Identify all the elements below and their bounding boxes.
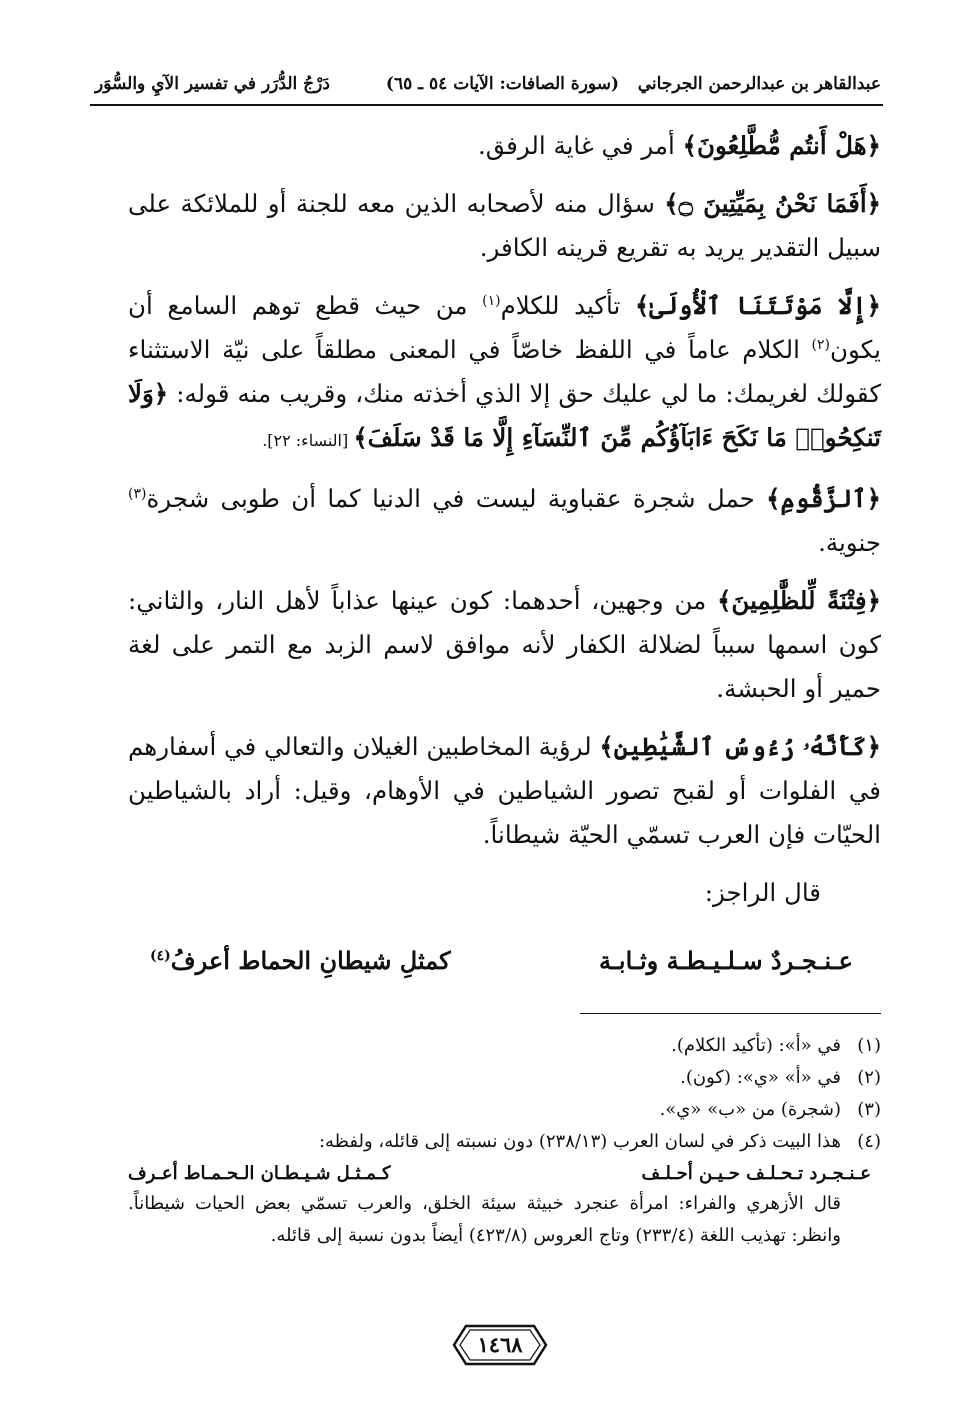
footnote-text: (شجرة) من «ب» «ي». xyxy=(659,1099,841,1120)
footnote-ref: (٣) xyxy=(128,485,147,502)
paragraph-4 xyxy=(128,477,881,565)
footnote-hemistich-2: كـمـثـل شـيـطـان الـحـمـاط أعـرف xyxy=(128,1163,391,1184)
commentary-text: من وجهين، أحدهما: كون عينها عذاباً لأهل النار، والثاني: كون اسمها سبباً لضلالة الكفار لأنه موافق لاسم الزبد مع التمر على لغة حمير أو الحبشة. xyxy=(128,586,881,703)
quran-quote: ﴿إِلَّا مَوْتَتَنَا ٱلْأُولَىٰ﴾ xyxy=(634,291,881,320)
poem-hemistich-2: كمثلِ شيطانِ الحماط أعرفُ xyxy=(170,946,451,975)
commentary-text: جنوية. xyxy=(818,528,881,557)
footnote-number: (١) xyxy=(857,1035,881,1056)
quran-quote: ﴿كَأَنَّهُۥ رُءُوسُ ٱلشَّيَٰطِينِ﴾ xyxy=(599,732,881,761)
header-book-title: دَرْجُ الدُّرَر في تفسير الآيِ والسُّوَر xyxy=(95,74,330,94)
commentary-text: سؤال منه لأصحابه الذين معه للجنة أو للملائكة على سبيل التقدير يريد به تقريع قرينه الكافر. xyxy=(128,189,881,262)
footnote-4 xyxy=(128,1126,881,1158)
header-surah: (سورة الصافات: الآيات ٥٤ ـ ٦٥) xyxy=(385,74,619,94)
page-number-badge xyxy=(452,1322,548,1368)
footnote-poem xyxy=(128,1158,881,1188)
poem-hemistich-1: عـنـجـردٌ سـلـيـطـة وثـابـة xyxy=(599,946,853,975)
poem-hemistich-2-wrap xyxy=(150,946,451,975)
footnote-text: هذا البيت ذكر في لسان العرب (٢٣٨/١٣) دون نسبته إلى قائله، ولفظه: xyxy=(318,1131,841,1152)
footnote-hemistich-1: عـنـجـرد تـحـلـف حـيـن أحـلـف xyxy=(641,1163,871,1184)
footnote-ref: (٢) xyxy=(811,336,830,353)
footnotes xyxy=(128,1030,881,1252)
paragraph-2 xyxy=(128,182,881,270)
commentary-text: تأكيد للكلام xyxy=(500,291,635,320)
commentary-text: الكلام عاماً في اللفظ خاصّاً في المعنى مطلقاً على نيّة الاستثناء كقولك لغريمك: ما لي عليك حق إلا الذي أخذته منك، وقريب منه قوله: xyxy=(128,335,881,408)
quran-quote: ﴿فِتْنَةً لِّلظَّٰلِمِينَ﴾ xyxy=(717,586,882,615)
header-divider xyxy=(90,104,883,106)
paragraph-5 xyxy=(128,579,881,711)
commentary-text: حمل شجرة عقباوية ليست في الدنيا كما أن طوبى شجرة xyxy=(146,484,767,513)
footnote-text: في «أ»: (تأكيد الكلام). xyxy=(671,1035,841,1056)
poet-intro xyxy=(128,871,881,915)
footnote-text: في «أ» «ي»: (كون). xyxy=(680,1067,841,1088)
verse-reference: [النساء: ٢٢]. xyxy=(262,431,354,450)
page-number: ١٤٦٨ xyxy=(477,1332,523,1357)
quran-quote: ﴿هَلْ أَنتُم مُّطَّلِعُونَ﴾ xyxy=(682,131,881,160)
footnote-1 xyxy=(128,1030,881,1062)
commentary-text: قال الراجز: xyxy=(704,878,821,907)
footnote-number: (٣) xyxy=(857,1099,881,1120)
footnote-number: (٤) xyxy=(857,1131,881,1152)
paragraph-3 xyxy=(128,284,881,463)
commentary-text: من حيث قطع توهم السامع أن يكون xyxy=(128,291,881,364)
footnote-divider xyxy=(580,1013,881,1014)
footnote-3 xyxy=(128,1094,881,1126)
paragraph-6 xyxy=(128,725,881,857)
poem-verse xyxy=(150,940,853,984)
header-author: عبدالقاهر بن عبدالرحمن الجرجاني xyxy=(637,74,881,94)
footnote-4-continuation: قال الأزهري والفراء: امرأة عنجرد خبيثة سيئة الخلق، والعرب تسمّي بعض الحيات شيطاناً. وانظر: تهذيب اللغة (٢٣٣/٤) وتاج العروس (٤٢٣/٨) أيضاً بدون نسبة إلى قائله. xyxy=(128,1193,841,1246)
quran-quote: ﴿وَلَا تَنكِحُوا۟ مَا نَكَحَ ءَابَآؤُكُم مِّنَ ٱلنِّسَآءِ إِلَّا مَا قَدْ سَلَفَ﴾ xyxy=(128,379,881,452)
commentary-text: لرؤية المخاطبين الغيلان والتعالي في أسفارهم في الفلوات أو لقبح تصور الشياطين في الأوهام، وقيل: أراد بالشياطين الحيّات فإن العرب تسمّي الحيّة شيطاناً. xyxy=(128,732,881,849)
commentary-text: أمر في غاية الرفق. xyxy=(477,131,683,160)
footnote-ref: (١) xyxy=(482,292,501,309)
main-text xyxy=(128,124,881,929)
footnote-2 xyxy=(128,1062,881,1094)
footnote-number: (٢) xyxy=(857,1067,881,1088)
quran-quote: ﴿أَفَمَا نَحْنُ بِمَيِّتِينَ ۝﴾ xyxy=(664,189,881,218)
quran-quote: ﴿ٱلزَّقُّومِ﴾ xyxy=(766,484,881,513)
paragraph-1 xyxy=(128,124,881,168)
footnote-ref: (٤) xyxy=(150,948,171,964)
running-header xyxy=(95,68,881,102)
